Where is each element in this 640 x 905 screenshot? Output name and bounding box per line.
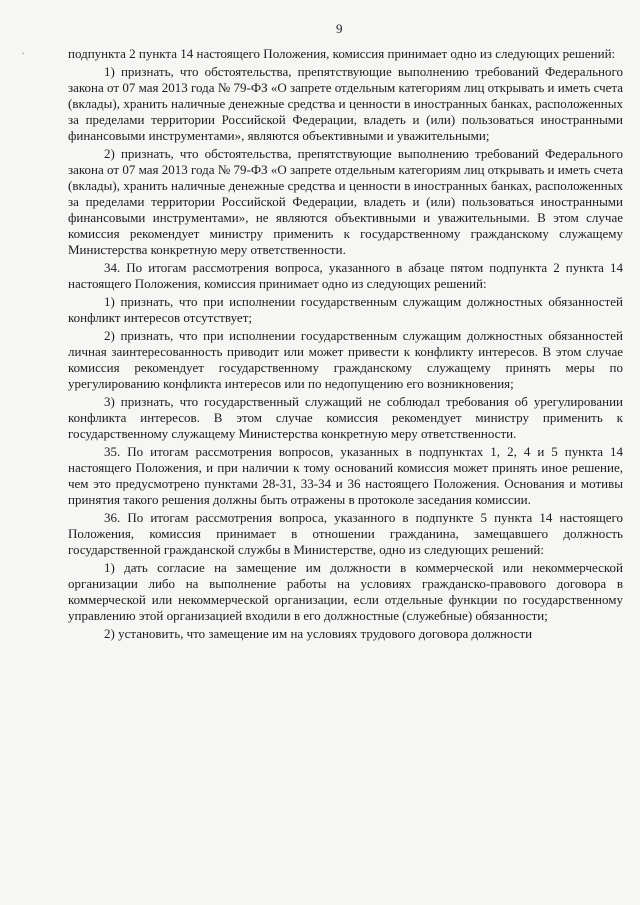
paragraph-34-1: 1) признать, что при исполнении государственным служащим должностных обязанностей конфликт интересов отсутствует; xyxy=(68,294,623,325)
paragraph-36-1: 1) дать согласие на замещение им должности в коммерческой или некоммерческой организации либо на выполнение работы на условиях гражданско-правового договора в коммерческой или некоммерческой организации, если отдельные функции по государственному управлению этой организацией входили в его должностные (служебные) обязанности; xyxy=(68,560,623,623)
paragraph-36-2: 2) установить, что замещение им на условиях трудового договора должности xyxy=(104,626,533,641)
page-number: 9 xyxy=(336,21,343,36)
paragraph-36: 36. По итогам рассмотрения вопроса, указанного в подпункте 5 пункта 14 настоящего Положения, комиссия принимает в отношении гражданина, замещавшего должность государственной гражданской службы в Министерстве, одно из следующих решений: xyxy=(68,510,623,557)
paragraph-34: 34. По итогам рассмотрения вопроса, указанного в абзаце пятом подпункта 2 пункта 14 настоящего Положения, комиссия принимает одно из следующих решений: xyxy=(68,260,623,291)
paragraph-34-3: 3) признать, что государственный служащий не соблюдал требования об урегулировании конфликта интересов. В этом случае комиссия рекомендует министру применить к государственному служащему Министерства конкретную меру ответственности. xyxy=(68,394,623,441)
paragraph-intro: подпункта 2 пункта 14 настоящего Положения, комиссия принимает одно из следующих решений: xyxy=(68,46,616,61)
paragraph-34-2: 2) признать, что при исполнении государственным служащим должностных обязанностей личная заинтересованность приводит или может привести к конфликту интересов. В этом случае комиссия рекомендует государственному гражданскому служащему принять меры по урегулированию конфликта интересов или по недопущению его возникновения; xyxy=(68,328,623,391)
paragraph-33-1: 1) признать, что обстоятельства, препятствующие выполнению требований Федерального закона от 07 мая 2013 года № 79-ФЗ «О запрете отдельным категориям лиц открывать и иметь счета (вклады), хранить наличные денежные средства и ценности в иностранных банках, расположенных за пределами территории Российской Федерации, владеть и (или) пользоваться иностранными финансовыми инструментами», являются объективными и уважительными; xyxy=(68,64,623,143)
paragraph-35: 35. По итогам рассмотрения вопросов, указанных в подпунктах 1, 2, 4 и 5 пункта 14 настоящего Положения, и при наличии к тому оснований комиссия может принять иное решение, чем это предусмотрено пунктами 28-31, 33-34 и 36 настоящего Положения. Основания и мотивы принятия такого решения должны быть отражены в протоколе заседания комиссии. xyxy=(68,444,623,507)
paragraph-33-2: 2) признать, что обстоятельства, препятствующие выполнению требований Федерального закона от 07 мая 2013 года № 79-ФЗ «О запрете отдельным категориям лиц открывать и иметь счета (вклады), хранить наличные денежные средства и ценности в иностранных банках, расположенных за пределами территории Российской Федерации, владеть и (или) пользоваться иностранными финансовыми инструментами», не являются объективными и уважительными. В этом случае комиссия рекомендует министру применить к государственному гражданскому служащему Министерства конкретную меру ответственности. xyxy=(68,146,623,257)
scan-mark: . xyxy=(22,46,25,57)
